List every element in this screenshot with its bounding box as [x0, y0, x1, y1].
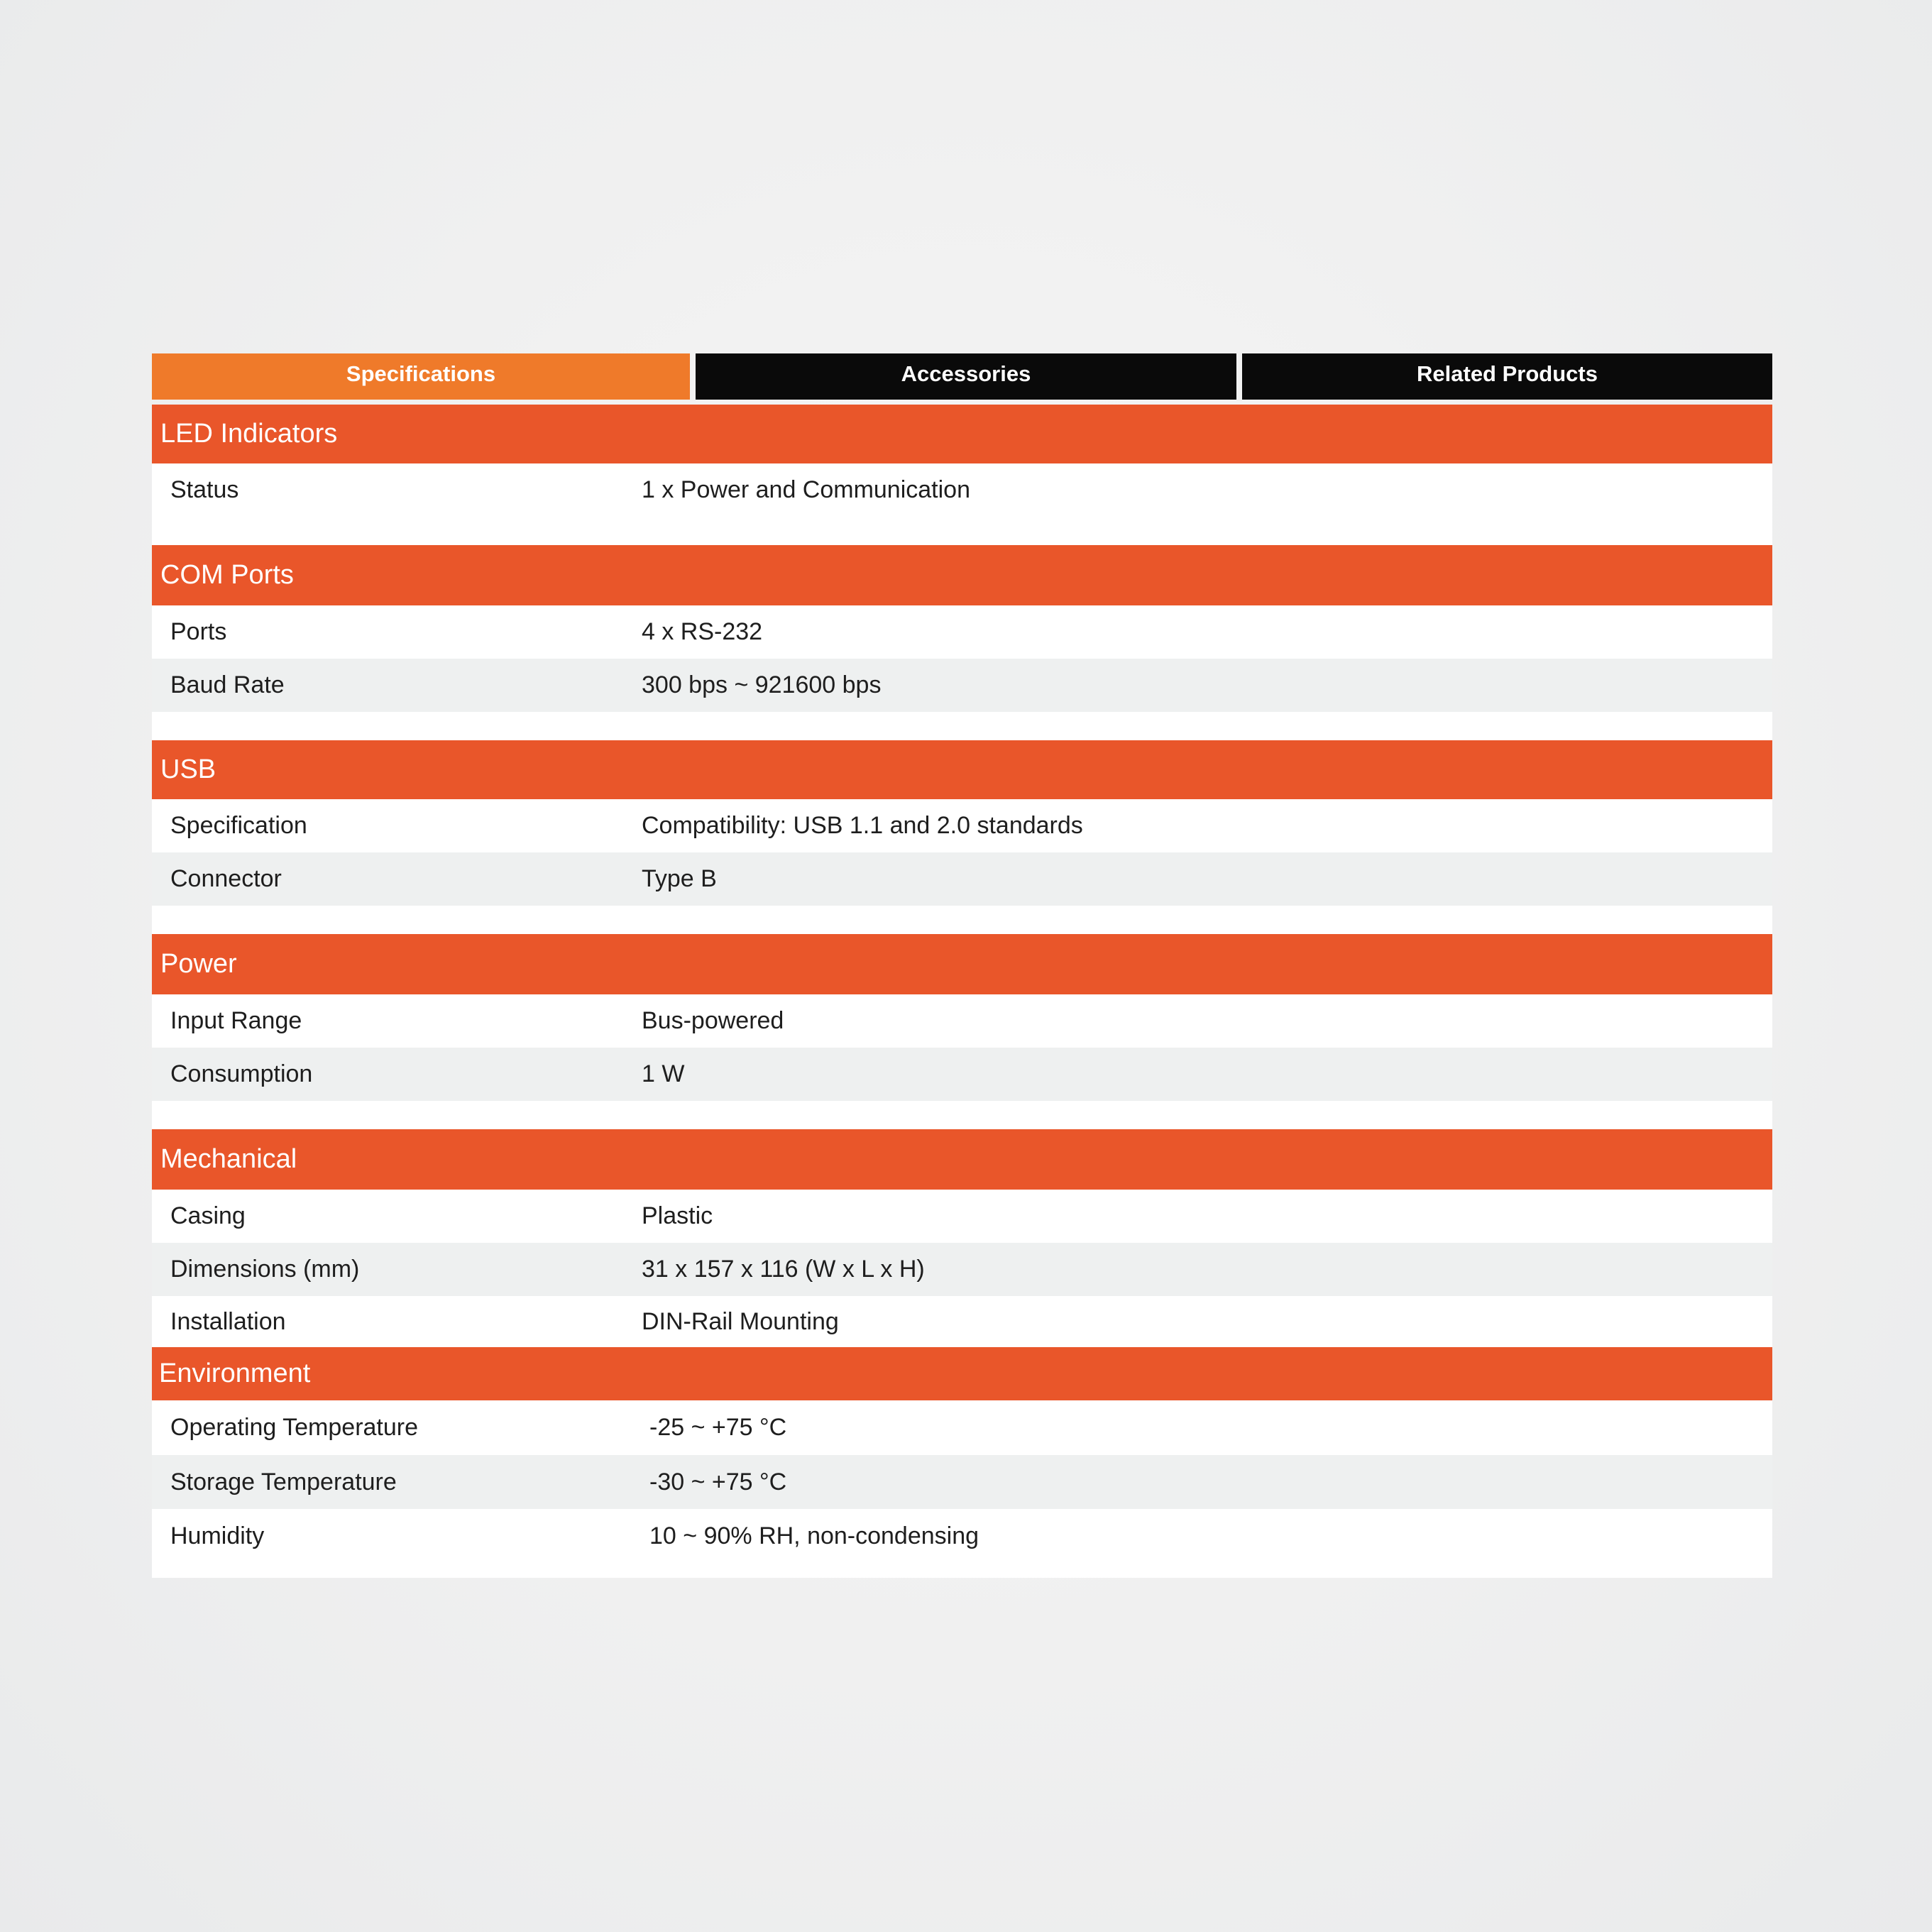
spec-label: Baud Rate [170, 671, 285, 698]
section-header-environment: Environment [152, 1347, 1772, 1400]
section-header-usb: USB [152, 740, 1772, 799]
spec-label: Casing [170, 1202, 246, 1229]
section-header-power: Power [152, 934, 1772, 994]
section-header-mechanical: Mechanical [152, 1129, 1772, 1190]
table-row [152, 1400, 1772, 1455]
spec-table [152, 405, 1772, 1578]
spec-label: Installation [170, 1307, 286, 1335]
tab-bar [152, 353, 1772, 400]
spec-label: Dimensions (mm) [170, 1256, 360, 1283]
spec-value: 1 W [642, 1060, 685, 1087]
spec-value: -25 ~ +75 °C [649, 1414, 787, 1441]
section-gap [152, 517, 1772, 545]
table-bottom-padding [152, 1564, 1772, 1578]
table-row [152, 799, 1772, 852]
spec-label: Ports [170, 618, 227, 645]
table-row [152, 1509, 1772, 1564]
spec-label: Input Range [170, 1007, 302, 1034]
table-row [152, 1296, 1772, 1347]
spec-value: 300 bps ~ 921600 bps [642, 671, 882, 698]
spec-label: Connector [170, 865, 282, 892]
spec-value: Plastic [642, 1202, 713, 1229]
spec-value: Type B [642, 865, 717, 892]
spec-label: Specification [170, 812, 307, 839]
spec-value: 1 x Power and Communication [642, 476, 971, 503]
table-row [152, 463, 1772, 517]
spec-value: Compatibility: USB 1.1 and 2.0 standards [642, 812, 1083, 839]
spec-value: 4 x RS-232 [642, 618, 763, 645]
spec-label: Storage Temperature [170, 1468, 397, 1495]
section-gap [152, 906, 1772, 934]
spec-value: -30 ~ +75 °C [649, 1468, 787, 1495]
spec-label: Status [170, 476, 239, 503]
tab-related-products[interactable]: Related Products [1242, 353, 1772, 400]
table-row [152, 1190, 1772, 1243]
spec-value: 10 ~ 90% RH, non-condensing [649, 1522, 979, 1549]
spec-panel [152, 353, 1772, 1578]
table-row [152, 994, 1772, 1048]
tab-accessories[interactable]: Accessories [696, 353, 1236, 400]
table-row [152, 852, 1772, 906]
table-row [152, 605, 1772, 659]
section-header-com-ports: COM Ports [152, 545, 1772, 605]
spec-value: DIN-Rail Mounting [642, 1307, 839, 1335]
section-header-led-indicators: LED Indicators [152, 405, 1772, 463]
spec-value: 31 x 157 x 116 (W x L x H) [642, 1256, 925, 1283]
table-row [152, 1048, 1772, 1101]
section-gap [152, 1101, 1772, 1129]
spec-label: Humidity [170, 1522, 265, 1549]
table-row [152, 1243, 1772, 1296]
spec-label: Consumption [170, 1060, 313, 1087]
tab-specifications[interactable]: Specifications [152, 353, 690, 400]
table-row [152, 659, 1772, 712]
table-row [152, 1455, 1772, 1509]
section-gap [152, 712, 1772, 740]
spec-value: Bus-powered [642, 1007, 784, 1034]
spec-label: Operating Temperature [170, 1414, 419, 1441]
